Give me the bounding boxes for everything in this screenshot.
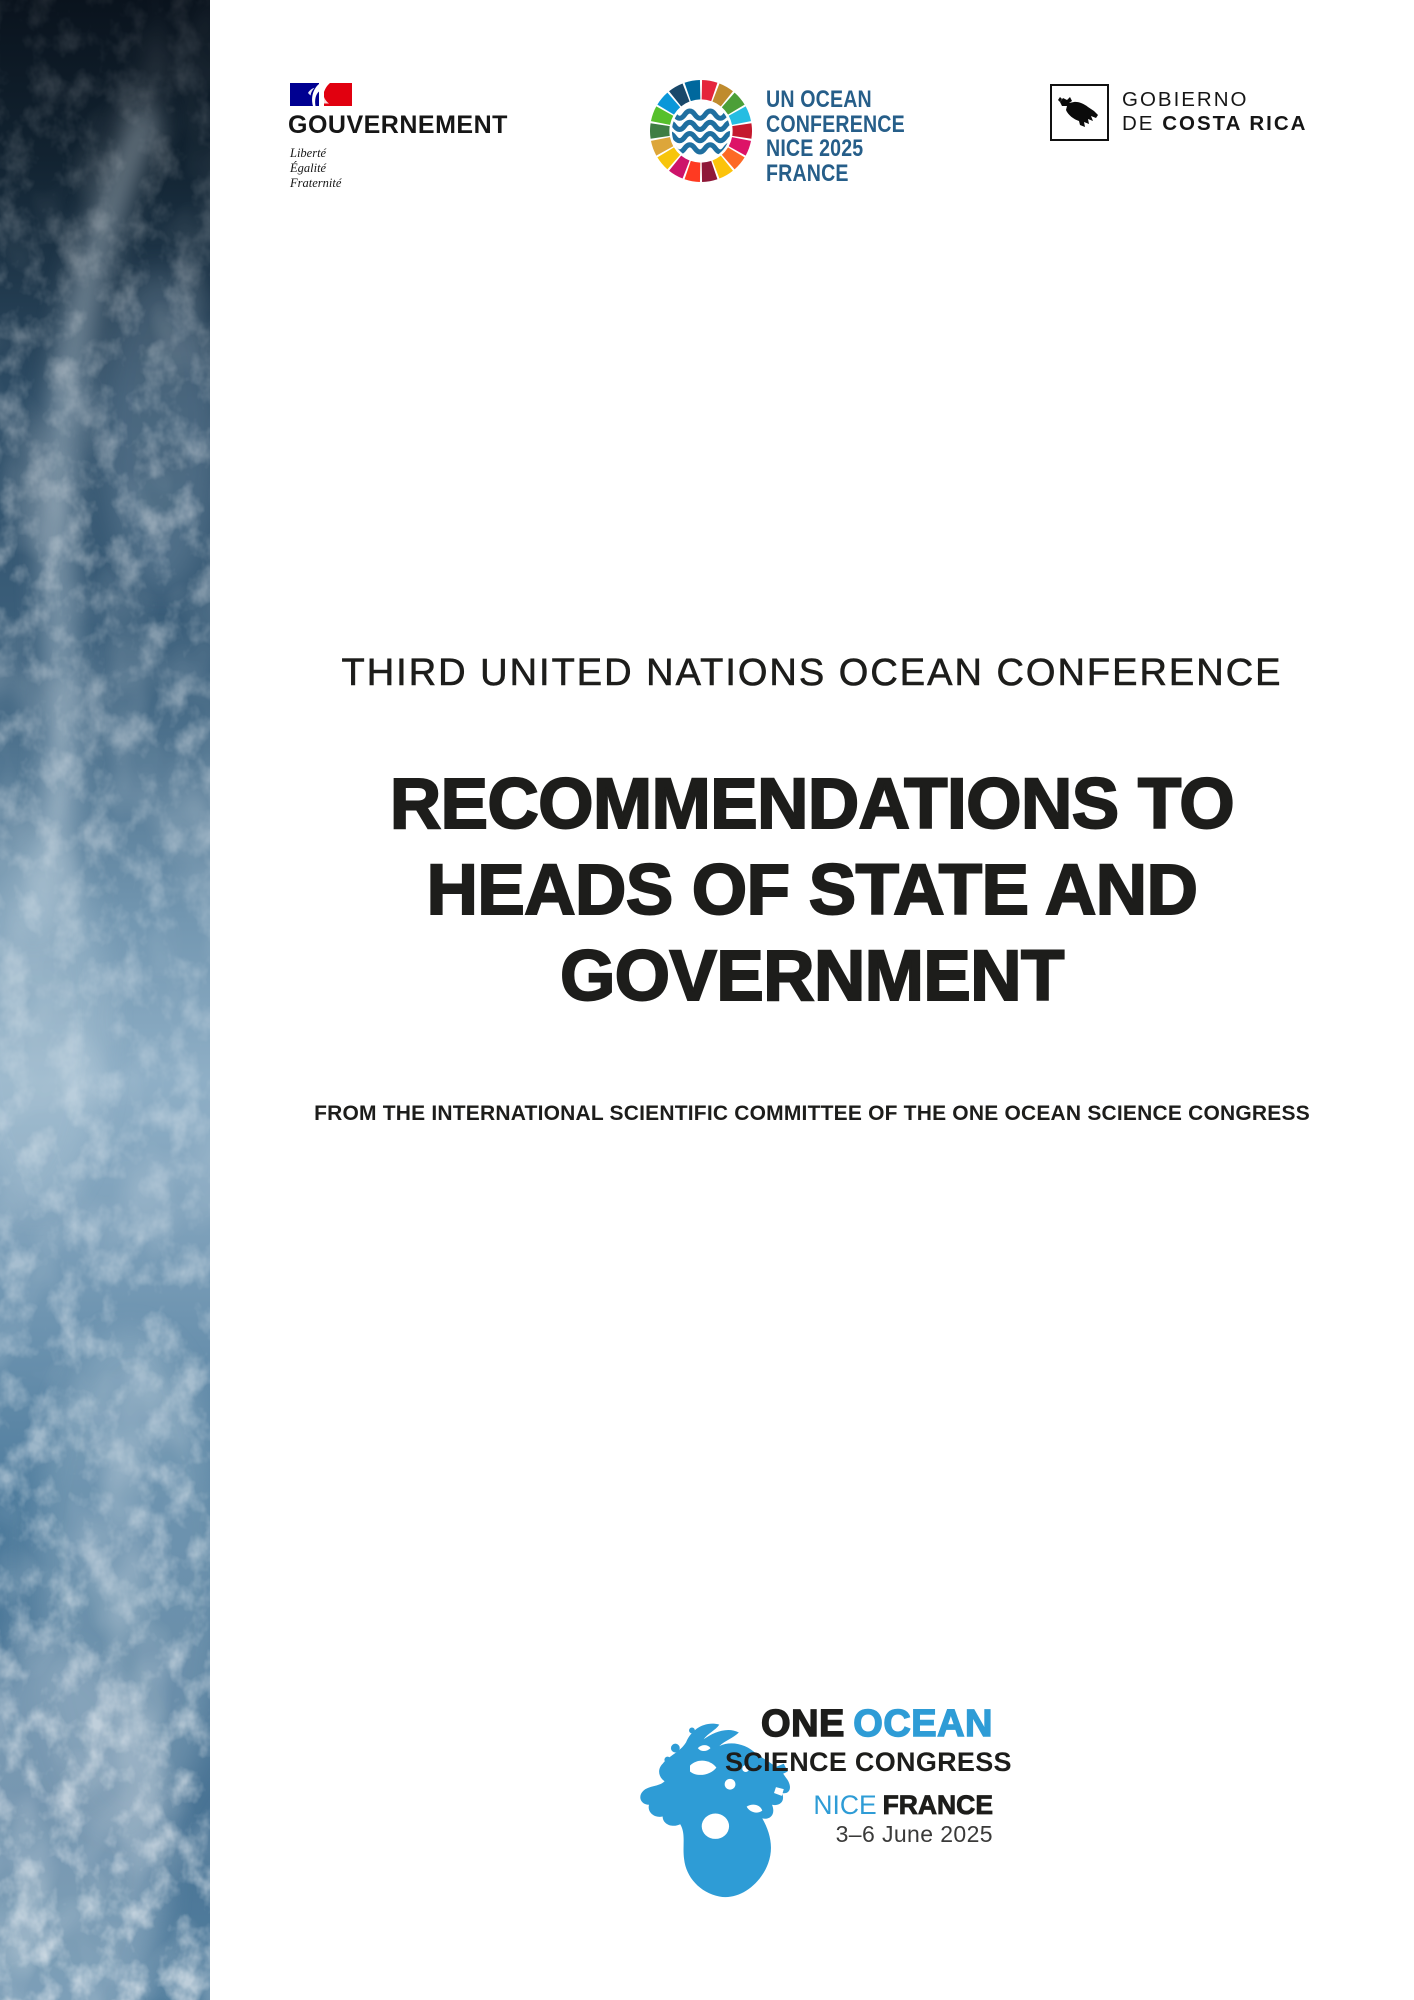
sdg-wheel-segment xyxy=(732,123,752,139)
oosc-wordmark xyxy=(725,1703,1012,1848)
oosc-line-one-ocean xyxy=(725,1703,993,1746)
cover-content xyxy=(210,0,1414,2000)
costa-rica-name: COSTA RICA xyxy=(1162,112,1308,135)
unoc-line: FRANCE xyxy=(766,159,849,187)
ocean-waves-icon xyxy=(664,111,735,152)
unoc-line: UN OCEAN xyxy=(766,86,872,113)
french-flag-marianne-icon xyxy=(290,83,354,106)
unoc-line: CONFERENCE xyxy=(766,110,905,138)
french-government-name: GOUVERNEMENT xyxy=(288,111,508,139)
cover-title xyxy=(210,762,1414,1020)
costa-rica-line2 xyxy=(1122,112,1307,136)
oosc-word-one: ONE xyxy=(761,1703,845,1745)
oosc-word-nice: NICE xyxy=(813,1790,877,1820)
motto-line: Fraternité xyxy=(290,176,342,190)
one-ocean-science-congress-logo xyxy=(628,1703,1012,1923)
sdg-wheel-segment xyxy=(650,123,670,139)
french-government-logo xyxy=(288,83,508,191)
un-ocean-conference-wordmark xyxy=(766,88,905,186)
title-line: GOVERNMENT xyxy=(560,937,1064,1016)
ocean-photo-texture xyxy=(0,0,210,2000)
conference-kicker: THIRD UNITED NATIONS OCEAN CONFERENCE xyxy=(341,652,1283,694)
oosc-word-france: FRANCE xyxy=(882,1790,993,1820)
un-ocean-conference-logo xyxy=(650,80,940,186)
oosc-line-science-congress: SCIENCE CONGRESS xyxy=(725,1747,1012,1777)
title-line: RECOMMENDATIONS TO xyxy=(389,765,1235,844)
ocean-photo-strip xyxy=(0,0,210,2000)
costa-rica-government-logo xyxy=(1050,84,1307,141)
oosc-dates: 3–6 June 2025 xyxy=(835,1821,993,1847)
title-line: HEADS OF STATE AND xyxy=(426,851,1198,930)
sdg-color-wheel-icon xyxy=(650,80,752,182)
cover-subtitle: FROM THE INTERNATIONAL SCIENTIFIC COMMITTEE OF THE ONE OCEAN SCIENCE CONGRESS xyxy=(314,1102,1310,1125)
costa-rica-emblem xyxy=(1050,84,1109,141)
costa-rica-wordmark xyxy=(1122,88,1307,136)
costa-rica-map-icon xyxy=(1055,92,1104,134)
motto-line: Égalité xyxy=(290,161,327,175)
oosc-word-ocean: OCEAN xyxy=(853,1703,993,1745)
oosc-line-nice-france xyxy=(725,1790,993,1821)
french-motto xyxy=(290,146,498,191)
costa-rica-de: DE xyxy=(1122,112,1155,135)
unoc-line: NICE 2025 xyxy=(766,135,864,162)
costa-rica-line1: GOBIERNO xyxy=(1122,88,1249,111)
motto-line: Liberté xyxy=(290,146,327,160)
